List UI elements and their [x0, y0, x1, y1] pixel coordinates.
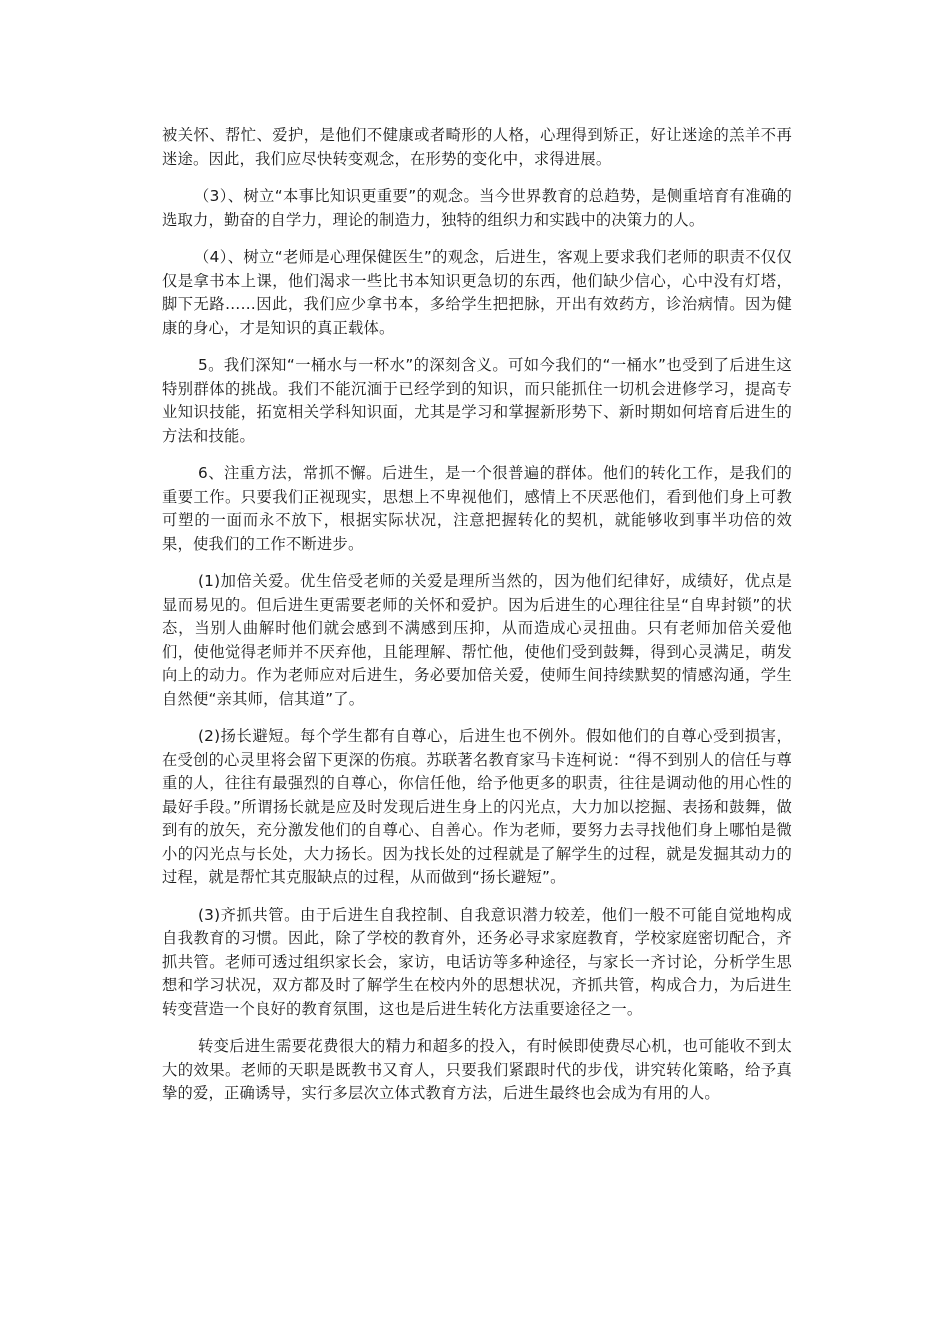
- paragraph-point-4: （4）、树立“老师是心理保健医生”的观念，后进生，客观上要求我们老师的职责不仅仅仅是拿书本上课，他们渴求一些比书本知识更急切的东西，他们缺少信心，心中没有灯塔，脚下无路……因此，我们应少拿书本，多给学生把把脉，开出有效药方，诊治病情。因为健康的身心，才是知识的真正载体。: [162, 248, 792, 337]
- paragraph-point-3: （3）、树立“本事比知识更重要”的观念。当今世界教育的总趋势，是侧重培育有准确的选取力，勤奋的自学力，理论的制造力，独特的组织力和实践中的决策力的人。: [162, 187, 792, 229]
- document-body: [162, 124, 792, 1120]
- paragraph-item-6: 6、注重方法，常抓不懈。后进生，是一个很普遍的群体。他们的转化工作，是我们的重要工作。只要我们正视现实，思想上不卑视他们，感情上不厌恶他们，看到他们身上可教可塑的一面而永不放下，根据实际状况，注意把握转化的契机，就能够收到事半功倍的效果，使我们的工作不断进步。: [162, 464, 792, 553]
- paragraph-continuation: 被关怀、帮忙、爱护，是他们不健康或者畸形的人格，心理得到矫正，好让迷途的羔羊不再迷途。因此，我们应尽快转变观念，在形势的变化中，求得进展。: [162, 126, 792, 168]
- paragraph-conclusion: 转变后进生需要花费很大的精力和超多的投入，有时候即使费尽心机，也可能收不到太大的效果。老师的天职是既教书又育人，只要我们紧跟时代的步伐，讲究转化策略，给予真挚的爱，正确诱导，实行多层次立体式教育方法，后进生最终也会成为有用的人。: [162, 1037, 792, 1102]
- paragraph-sub-2: (2)扬长避短。每个学生都有自尊心，后进生也不例外。假如他们的自尊心受到损害，在受创的心灵里将会留下更深的伤痕。苏联著名教育家马卡连柯说：“得不到别人的信任与尊重的人，往往有最强烈的自尊心，你信任他，给予他更多的职责，往往是调动他的用心性的最好手段。”所谓扬长就是应及时发现后进生身上的闪光点，大力加以挖掘、表扬和鼓舞，做到有的放矢，充分激发他们的自尊心、自善心。作为老师，要努力去寻找他们身上哪怕是微小的闪光点与长处，大力扬长。因为找长处的过程就是了解学生的过程，就是发掘其动力的过程，就是帮忙其克服缺点的过程，从而做到“扬长避短”。: [162, 727, 792, 886]
- paragraph-sub-3: (3)齐抓共管。由于后进生自我控制、自我意识潜力较差，他们一般不可能自觉地构成自我教育的习惯。因此，除了学校的教育外，还务必寻求家庭教育，学校家庭密切配合，齐抓共管。老师可透过组织家长会，家访，电话访等多种途径，与家长一齐讨论，分析学生思想和学习状况，双方都及时了解学生在校内外的思想状况，齐抓共管，构成合力，为后进生转变营造一个良好的教育氛围，这也是后进生转化方法重要途径之一。: [162, 905, 792, 1018]
- paragraph-item-5: 5。我们深知“一桶水与一杯水”的深刻含义。可如今我们的“一桶水”也受到了后进生这特别群体的挑战。我们不能沉湎于已经学到的知识，而只能抓住一切机会进修学习，提高专业知识技能，拓宽相关学科知识面，尤其是学习和掌握新形势下、新时期如何培育后进生的方法和技能。: [162, 356, 792, 445]
- paragraph-sub-1: (1)加倍关爱。优生倍受老师的关爱是理所当然的，因为他们纪律好，成绩好，优点是显而易见的。但后进生更需要老师的关怀和爱护。因为后进生的心理往往呈“自卑封锁”的状态，当别人曲解时他们就会感到不满感到压抑，从而造成心灵扭曲。只有老师加倍关爱他们，使他觉得老师并不厌弃他，且能理解、帮忙他，使他们受到鼓舞，得到心灵满足，萌发向上的动力。作为老师应对后进生，务必要加倍关爱，使师生间持续默契的情感沟通，学生自然便“亲其师，信其道”了。: [162, 572, 792, 708]
